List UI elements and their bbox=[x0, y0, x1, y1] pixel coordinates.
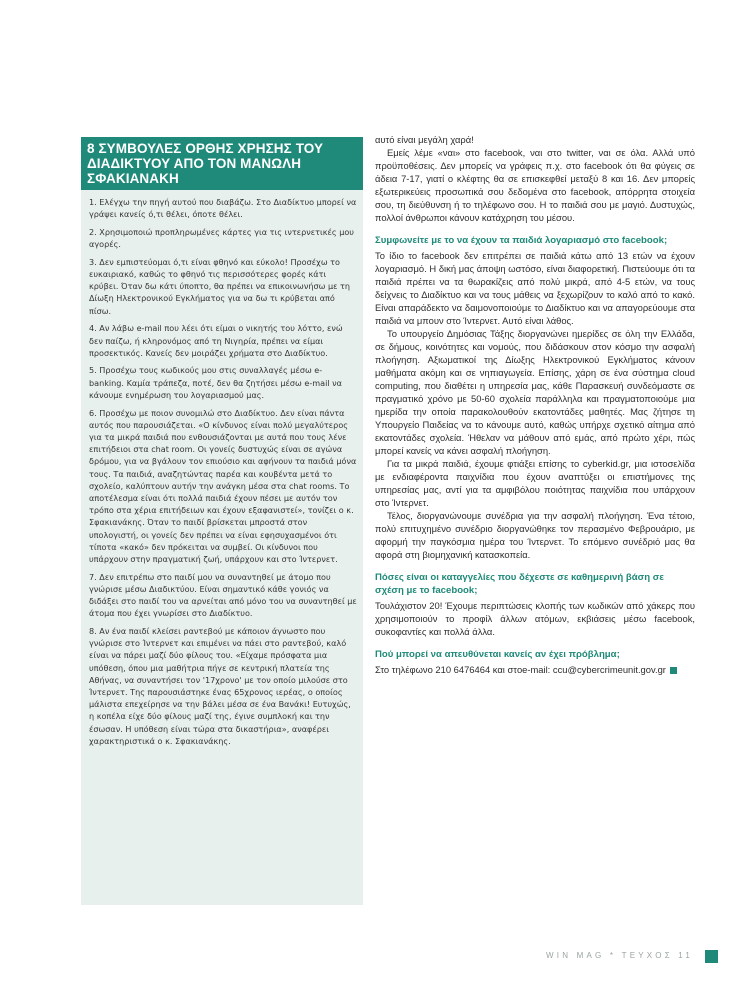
tip-item: 7. Δεν επιτρέπω στο παιδί μου να συναντηθεί με άτομο που γνώρισε μέσω Διαδικτύου. Είναι σημαντικό κάθε γονιός να διδάξει στο παιδί του να αρνείται από μόνο του να συναντηθεί με άτομα που έχει γνωρίσει στο Διαδίκτυο. bbox=[89, 571, 357, 619]
article-column bbox=[375, 133, 695, 676]
article-paragraph: Εμείς λέμε «ναι» στο facebook, ναι στο twitter, ναι σε όλα. Αλλά υπό προϋποθέσεις. Δεν μπορείς να γράφεις π.χ. στο facebook ότι θα φύγεις σε άδεια 7-17, γιατί ο κλέφτης θα σε επισκεφθεί μεταξύ 8 και 16. Δεν μπορείς εξωτερικεύεις προσωπικά σου δεδομένα στο facebook, απόρρητα στοιχεία σου, τη διεύθυνση ή το τηλέφωνο σου. Η το παιδιά σου με μαγιό. Δυστυχώς, πολλοί άνθρωποι κάνουν κατάχρηση του μέσου. bbox=[375, 147, 695, 223]
interview-question: Πού μπορεί να απευθύνεται κανείς αν έχει πρόβλημα; bbox=[375, 649, 620, 660]
tip-item: 5. Προσέχω τους κωδικούς μου στις συναλλαγές μέσω e-banking. Καμία τράπεζα, ποτέ, δεν θα ζητήσει μέσω e-mail να κάνουμε ενημέρωση του λογαριασμού μας. bbox=[89, 365, 343, 400]
tips-list bbox=[81, 190, 363, 747]
tip-item: 8. Αν ένα παιδί κλείσει ραντεβού με κάποιον άγνωστο που γνώρισε στο Ίντερνετ και επιμένει να πάει στο ραντεβού, καλό είναι να πάρει μαζί δύο φίλους του. «Είχαμε πρόσφατα μια υπόθεση, όπου μια μαθήτρια πήγε σε κεντρική πλατεία της Αθήνας, να συναντήσει τον '17χρονο' με τον οποίο μιλούσε στο Ίντερνετ. Της παρουσιάστηκε ένας 65χρονος ιερέας, ο οποίος μάλιστα επεχείρησε να την βάλει μέσα σε ένα Βανάκι! Ευτυχώς, η κοπέλα είχε δύο φίλους μαζί της, έγινε συμπλοκή και την έσωσαν. Η υπόθεση είναι τώρα στα δικαστήρια», αναφέρει χαρακτηριστικά ο κ. Σφακιανάκης. bbox=[89, 626, 351, 746]
tip-item: 4. Αν λάβω e-mail που λέει ότι είμαι ο νικητής του λόττο, ενώ δεν παίζω, ή κληρονόμος από τη Νιγηρία, πρέπει να είμαι προσεκτικός. Κανείς δεν μοιράζει χρήματα στο Διαδίκτυο. bbox=[89, 323, 343, 358]
contact-text: Στο τηλέφωνο 210 6476464 και στoe-mail: ccu@cybercrimeunit.gov.gr bbox=[375, 664, 666, 675]
footer-square-icon bbox=[705, 950, 718, 963]
interview-question: Πόσες είναι οι καταγγελίες που δέχεστε σε καθημερινή βάση σε σχέση με το facebook; bbox=[375, 572, 664, 596]
end-mark-icon bbox=[670, 667, 677, 674]
article-paragraph: Το υπουργείο Δημόσιας Τάξης διοργανώνει ημερίδες σε όλη την Ελλάδα, σε δήμους, κοινότητες και νομούς, που διδάσκουν στον κόσμο την ασφαλή πλοήγηση. Αξιωματικοί της Δίωξης Ηλεκτρονικού Εγκλήματος κάνουν μαθήματα ακόμη και σε νηπιαγωγεία. Επίσης, χάρη σε ένα σύστημα cloud computing, που διαθέτει η υπηρεσία μας, κάθε Παρασκευή συνδεόμαστε σε πραγματικό χρόνο με 50-60 σχολεία παράλληλα και πραγματοποιούμε μια ημερίδα την οποία παρακολουθούν εκατοντάδες μαθητές. Μας ζήτησε τη Υπουργείο Παιδείας να το κάνουμε αυτό, καθώς υπήρχε σχετικό αίτημα από εκατοντάδες σχολεία. Ήθελαν να μάθουν από εμάς, από πρώτο χέρι, πώς μπορεί κανείς να κάνει ασφαλή πλοήγηση. bbox=[375, 328, 695, 456]
article-paragraph: Το ίδιο το facebook δεν επιτρέπει σε παιδιά κάτω από 13 ετών να έχουν λογαριασμό. Η δική μας άποψη ωστόσο, είναι διαφορετική. Πιστεύουμε ότι τα παιδιά πρέπει να τα θωρακίζεις από πολύ μικρά, από 4-5 ετών, να τους δείχνεις το Διαδίκτυο και να τους μάθεις να ξεχωρίζουν το καλό από το κακό. Είναι απαράδεκτο να δαιμονοποιούμε το Διαδίκτυο και να απαγορεύουμε στα παιδιά να μπουν στο Ίντερνετ. Αυτό είναι λάθος. bbox=[375, 250, 695, 326]
tip-item: 2. Χρησιμοποιώ προπληρωμένες κάρτες για τις ιντερνετικές μου αγορές. bbox=[89, 226, 354, 250]
tip-item: 6. Προσέχω με ποιον συνομιλώ στο Διαδίκτυο. Δεν είναι πάντα αυτός που παρουσιάζεται. «Ο κίνδυνος είναι πολύ μεγαλύτερος για τα μικρά παιδιά που ενθουσιάζονται με αυτά που τους λένε επιτήδειοι στα chat room. Οι γονείς δυστυχώς είναι σε αγώνα δρόμου, για να βγάλουν τον επιούσιο και αφήνουν τα παιδιά μόνα τους. Τα παιδιά, αναζητώντας παρέα και κουβέντα μετά το σχολείο, καλύπτουν αυτήν την ανάγκη μέσα στα chat rooms. Το αποτέλεσμα είναι ότι πολλά παιδιά έχουν πέσει με αυτόν τον τρόπο στα χέρια επιτήδειων και έχουν εξαφανιστεί», τονίζει ο κ. Σφακιανάκης. Όταν το παιδί βρίσκεται μπροστά στον υπολογιστή, οι γονείς δεν πρέπει να είναι εφησυχασμένοι ότι τίποτα «κακό» δεν πρόκειται να συμβεί. Οι κίνδυνοι που υπάρχουν στην πραγματική ζωή, υπάρχουν και στο Ίντερνετ. bbox=[89, 407, 357, 564]
page-footer: WIN MAG * ΤΕΥΧΟΣ 11 bbox=[546, 951, 693, 960]
tips-sidebar bbox=[81, 137, 363, 905]
article-paragraph: Τέλος, διοργανώνουμε συνέδρια για την ασφαλή πλοήγηση. Ένα τέτοιο, πολύ επιτυχημένο συνέδριο διοργανώθηκε τον περασμένο Φεβρουάριο, με αφορμή την παγκόσμια ημέρα του Ίντερνετ. Το επόμενο συνέδριό μας θα αφορά στη βιομηχανική κατασκοπεία. bbox=[375, 510, 695, 560]
interview-question: Συμφωνείτε με το να έχουν τα παιδιά λογαριασμό στο facebook; bbox=[375, 235, 668, 246]
article-paragraph: Τουλάχιστον 20! Έχουμε περιπτώσεις κλοπής των κωδικών από χάκερς που χρησιμοποιούν το προφίλ άλλων ατόμων, εκβιάσεις μέσω facebook, συκοφαντίες και πολλά άλλα. bbox=[375, 600, 695, 637]
sidebar-title: 8 ΣΥΜΒΟΥΛΕΣ ΟΡΘΗΣ ΧΡΗΣΗΣ ΤΟΥ ΔΙΑΔΙΚΤΥΟΥ ΑΠΟ ΤΟΝ ΜΑΝΩΛΗ ΣΦΑΚΙΑΝΑΚΗ bbox=[81, 137, 363, 190]
article-paragraph bbox=[375, 663, 695, 676]
article-paragraph: Για τα μικρά παιδιά, έχουμε φτιάξει επίσης το cyberkid.gr, μια ιστοσελίδα με ενδιαφέροντα παιχνίδια που έχουν αναπτύξει οι επιστήμονες της υπηρεσίας μας, αντί για τα αμφιβόλου ποιότητας παιχνίδια που υπάρχουν στο Ίντερνετ. bbox=[375, 458, 695, 508]
tip-item: 3. Δεν εμπιστεύομαι ό,τι είναι φθηνό και εύκολο! Προσέχω το ευκαιριακό, καθώς το φθηνό τις περισσότερες φορές κάτι κρύβει. Όταν δω κάτι ύποπτο, θα πρέπει να επικοινωνήσω με τη Δίωξη Ηλεκτρονικού Εγκλήματος για να δω τι κρύβεται από πίσω. bbox=[89, 256, 351, 316]
tip-item: 1. Ελέγχω την πηγή αυτού που διαβάζω. Στο Διαδίκτυο μπορεί να γράψει κανείς ό,τι θέλει, όποτε θέλει. bbox=[89, 197, 357, 220]
article-paragraph: αυτό είναι μεγάλη χαρά! bbox=[375, 134, 474, 145]
